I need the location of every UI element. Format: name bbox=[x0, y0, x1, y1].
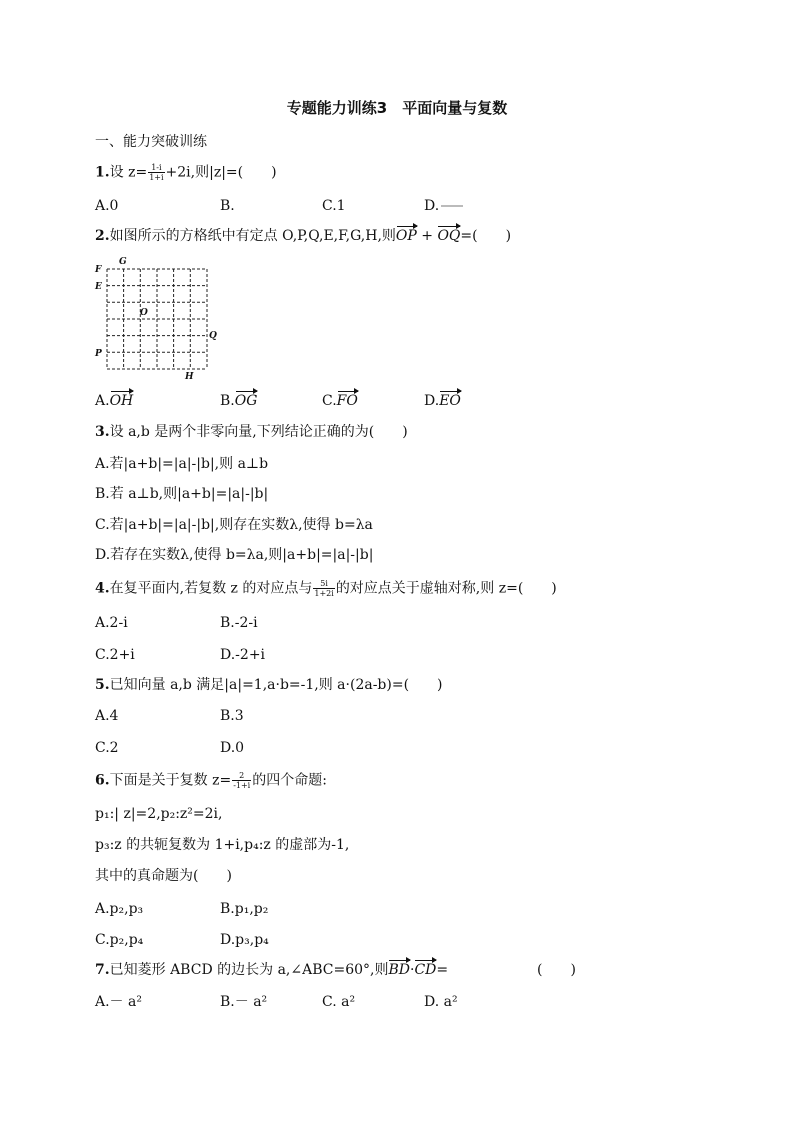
question-3 bbox=[95, 423, 408, 441]
q4-option-a: A.2-i bbox=[95, 615, 128, 631]
question-text: = bbox=[436, 962, 449, 978]
q4-option-b: B.-2-i bbox=[220, 615, 258, 631]
q6-option-d: D.p₃,p₄ bbox=[220, 932, 269, 948]
question-text: +2i,则|z|=( ) bbox=[165, 164, 277, 181]
q2-option-c bbox=[322, 392, 358, 410]
question-text: 的对应点关于虚轴对称,则 z=( ) bbox=[335, 580, 557, 597]
fraction-numerator: 1-i bbox=[148, 163, 164, 173]
plus-sign: + bbox=[416, 228, 438, 244]
label-q: Q bbox=[209, 331, 217, 341]
q2-option-d bbox=[424, 392, 461, 410]
fraction-denominator: 1+i bbox=[149, 173, 164, 182]
q3-option-a: A.若|a+b|=|a|-|b|,则 a⊥b bbox=[95, 456, 269, 472]
q6-proposition-line-2: p₃:z 的共轭复数为 1+i,p₄:z 的虚部为-1, bbox=[95, 837, 350, 853]
option-vector: FO bbox=[336, 393, 358, 409]
grid-figure bbox=[93, 255, 223, 387]
fraction bbox=[313, 579, 334, 598]
q3-option-b: B.若 a⊥b,则|a+b|=|a|-|b| bbox=[95, 486, 269, 502]
question-4 bbox=[95, 579, 557, 598]
dot-operator: · bbox=[409, 962, 415, 978]
q5-option-b: B.3 bbox=[220, 708, 244, 724]
q1-option-b: B. bbox=[220, 198, 235, 214]
question-5 bbox=[95, 676, 443, 694]
fraction-denominator: 1+2i bbox=[314, 589, 334, 598]
q7-option-b: B.－ a² bbox=[220, 994, 268, 1010]
q1-option-a: A.0 bbox=[95, 198, 119, 214]
question-6 bbox=[95, 771, 327, 790]
q3-option-d: D.若存在实数λ,使得 b=λa,则|a+b|=|a|-|b| bbox=[95, 547, 374, 563]
question-text: 在复平面内,若复数 z 的对应点与 bbox=[109, 580, 313, 597]
question-1 bbox=[95, 163, 277, 182]
faded-fraction-glyph bbox=[441, 205, 463, 207]
q6-proposition-line-1: p₁:| z|=2,p₂:z²=2i, bbox=[95, 806, 223, 822]
question-text: 设 a,b 是两个非零向量,下列结论正确的为( ) bbox=[109, 424, 408, 440]
label-p: P bbox=[95, 349, 102, 359]
q7-option-c: C. a² bbox=[322, 994, 356, 1010]
fraction-denominator: -1+i bbox=[233, 781, 251, 790]
label-g: G bbox=[119, 257, 127, 267]
option-vector: EO bbox=[439, 393, 461, 409]
q6-option-c: C.p₂,p₄ bbox=[95, 932, 144, 948]
label-f: F bbox=[95, 265, 102, 275]
q6-option-a: A.p₂,p₃ bbox=[95, 901, 144, 917]
option-vector: OH bbox=[109, 393, 134, 409]
label-o: O bbox=[140, 308, 148, 318]
q3-option-c: C.若|a+b|=|a|-|b|,则存在实数λ,使得 b=λa bbox=[95, 517, 373, 533]
option-label: C. bbox=[322, 393, 337, 409]
question-text: 设 z= bbox=[109, 164, 148, 181]
q7-option-a: A.－ a² bbox=[95, 994, 142, 1010]
vector-cd: CD bbox=[414, 962, 437, 978]
fraction-numerator: 2 bbox=[232, 771, 251, 781]
vector-oq: OQ bbox=[437, 228, 461, 244]
q5-option-a: A.4 bbox=[95, 708, 119, 724]
label-e: E bbox=[95, 282, 102, 292]
page-title: 专题能力训练3 平面向量与复数 bbox=[286, 99, 508, 117]
question-text: 已知向量 a,b 满足|a|=1,a·b=-1,则 a·(2a-b)=( ) bbox=[109, 677, 443, 693]
fraction bbox=[148, 163, 164, 182]
option-label: B. bbox=[220, 393, 235, 409]
q2-option-b bbox=[220, 392, 257, 410]
q1-option-c: C.1 bbox=[322, 198, 346, 214]
question-text: 的四个命题: bbox=[252, 772, 327, 789]
grid-diagram bbox=[93, 255, 223, 383]
fraction bbox=[232, 771, 251, 790]
q7-option-d: D. a² bbox=[424, 994, 458, 1010]
question-number: 6. bbox=[95, 772, 110, 789]
option-label: D. bbox=[424, 198, 440, 214]
question-text: 如图所示的方格纸中有定点 O,P,Q,E,F,G,H,则 bbox=[109, 228, 396, 244]
question-number: 5. bbox=[95, 677, 110, 693]
section-heading: 一、能力突破训练 bbox=[95, 134, 207, 150]
question-number: 7. bbox=[95, 962, 110, 978]
label-h: H bbox=[185, 372, 194, 382]
question-number: 2. bbox=[95, 228, 110, 244]
option-vector: OG bbox=[234, 393, 258, 409]
q4-option-c: C.2+i bbox=[95, 647, 135, 663]
question-text: 下面是关于复数 z= bbox=[109, 772, 232, 789]
q6-option-b: B.p₁,p₂ bbox=[220, 901, 269, 917]
vector-bd: BD bbox=[388, 962, 410, 978]
q6-question-line: 其中的真命题为( ) bbox=[95, 868, 232, 884]
q2-option-a bbox=[95, 392, 133, 410]
q4-option-d: D.-2+i bbox=[220, 647, 266, 663]
q1-option-d bbox=[424, 197, 463, 215]
q5-option-d: D.0 bbox=[220, 740, 245, 756]
question-text: 已知菱形 ABCD 的边长为 a,∠ABC=60°,则 bbox=[109, 962, 389, 978]
vector-op: OP bbox=[395, 228, 417, 244]
option-label: A. bbox=[95, 393, 110, 409]
option-label: D. bbox=[424, 393, 440, 409]
fraction-numerator: 5i bbox=[313, 579, 334, 589]
question-2 bbox=[95, 227, 511, 245]
q5-option-c: C.2 bbox=[95, 740, 119, 756]
question-7 bbox=[95, 961, 448, 979]
question-number: 3. bbox=[95, 424, 110, 440]
question-number: 4. bbox=[95, 580, 110, 597]
question-text: =( ) bbox=[460, 228, 512, 244]
question-number: 1. bbox=[95, 164, 110, 181]
q7-answer-paren: ( ) bbox=[537, 962, 576, 978]
